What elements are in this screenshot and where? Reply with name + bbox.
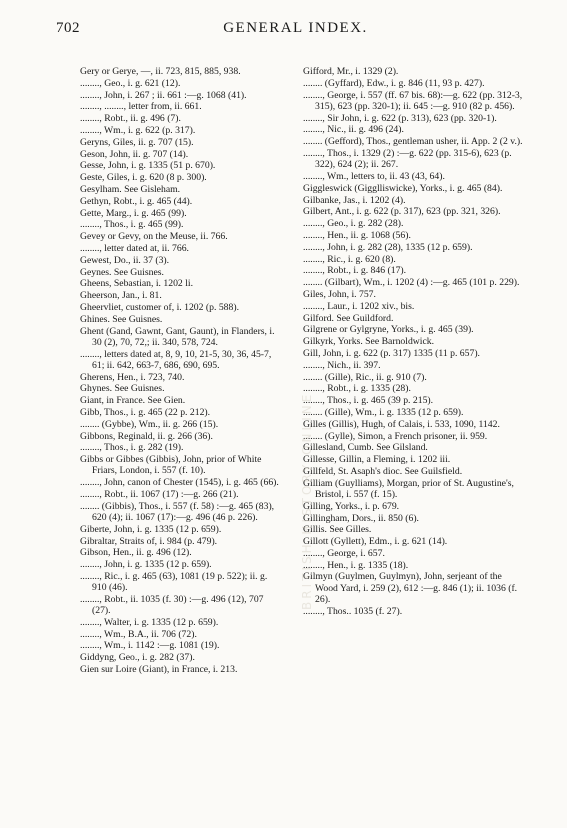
index-entry: ........, Wm., i. g. 622 (p. 317). <box>80 124 196 136</box>
index-entry: Gewest, Do., ii. 37 (3). <box>80 254 170 266</box>
index-entry: Gheerson, Jan., i. 81. <box>80 290 162 302</box>
index-entry: ........ (Gilbart), Wm., i. 1202 (4) :—g. 465 (101 p. 229). <box>303 277 520 289</box>
index-entry: Gibson, Hen., ii. g. 496 (12). <box>80 547 192 559</box>
index-entry: Ghines. See Guisnes. <box>80 313 163 325</box>
index-entry: ........ (Gille), Ric., ii. g. 910 (7). <box>303 371 427 383</box>
index-entry: Gilling, Yorks., i. p. 679. <box>303 500 400 512</box>
index-entry: ........, Wm., B.A., ii. 706 (72). <box>80 628 197 640</box>
index-entry: Geynes. See Guisnes. <box>80 266 164 278</box>
index-entry: Gilbert, Ant., i. g. 622 (p. 317), 623 (pp. 321, 326). <box>303 206 501 218</box>
index-entry: ........, Thos., i. g. 465 (99). <box>80 219 184 231</box>
index-entry: ........, Nic., ii. g. 496 (24). <box>303 124 404 136</box>
index-entry: Ghynes. See Guisnes. <box>80 383 165 395</box>
index-entry: Gilbanke, Jas., i. 1202 (4). <box>303 194 406 206</box>
index-entry: Gibb, Thos., i. g. 465 (22 p. 212). <box>80 406 211 418</box>
index-entry: ........, Geo., i. g. 282 (28). <box>303 218 404 230</box>
index-entry: Gilkyrk, Yorks. See Barnoldwick. <box>303 336 435 348</box>
index-entry: Geson, John, ii. g. 707 (14). <box>80 148 189 160</box>
index-entry: Gherens, Hen., i. 723, 740. <box>80 371 185 383</box>
index-entry: Gien sur Loire (Giant), in France, i. 213. <box>80 664 238 676</box>
index-entry: Gillesland, Cumb. See Gilsland. <box>303 442 428 454</box>
index-entry: Gillfeld, St. Asaph's dioc. See Guilsfield. <box>303 465 463 477</box>
index-entry: ........, Sir John, i. g. 622 (p. 313), 623 (pp. 320-1). <box>303 112 497 124</box>
watermark-text: BRITISH HISTORY ONLINE <box>300 391 314 610</box>
index-entry: ........, Robt., ii. 1067 (17) :—g. 266 (21). <box>80 488 239 500</box>
index-entry: Gifford, Mr., i. 1329 (2). <box>303 66 399 77</box>
index-entry: ........, Hen., ii. g. 1068 (56). <box>303 229 411 241</box>
index-entry: Gillis. See Gilles. <box>303 524 372 536</box>
index-entry: ........, letter dated at, ii. 766. <box>80 242 189 254</box>
index-entry: ........, Thos., i. g. 465 (39 p. 215). <box>303 395 434 407</box>
index-entry: ........ (Gylle), Simon, a French prisoner, ii. 959. <box>303 430 488 442</box>
index-entry: ........, John, canon of Chester (1545), i. g. 465 (66). <box>80 477 279 489</box>
index-entry: ........, Geo., i. g. 621 (12). <box>80 77 181 89</box>
page-title: GENERAL INDEX. <box>223 20 368 36</box>
index-entry: Gethyn, Robt., i. g. 465 (44). <box>80 195 193 207</box>
index-entry: Giddyng, Geo., i. g. 282 (37). <box>80 652 195 664</box>
watermark-stamp <box>300 392 314 610</box>
index-entry: ........, John, i. 267 ; ii. 661 :—g. 1068 (41). <box>80 89 247 101</box>
index-entry: ........, Ric., i. g. 620 (8). <box>303 253 396 265</box>
index-entry: ........, George, i. 657. <box>303 547 385 559</box>
index-entry: ........ (Gefford), Thos., gentleman usher, ii. App. 2 (2 v.). <box>303 136 523 148</box>
index-entry: Gesylham. See Gisleham. <box>80 183 181 195</box>
index-entry: ........ (Gybbe), Wm., ii. g. 266 (15). <box>80 418 219 430</box>
index-entry: Gette, Marg., i. g. 465 (99). <box>80 207 187 219</box>
page-header <box>56 20 535 42</box>
index-entry: Giberte, John, i. g. 1335 (12 p. 659). <box>80 523 222 535</box>
index-entry: ........ (Gille), Wm., i. g. 1335 (12 p. 659). <box>303 406 464 418</box>
index-entry: Geryns, Giles, ii. g. 707 (15). <box>80 136 194 148</box>
index-entry: Gillingham, Dors., ii. 850 (6). <box>303 512 419 524</box>
index-entry: Gill, John, i. g. 622 (p. 317) 1335 (11 p. 657). <box>303 347 480 359</box>
index-entry: ........, Wm., i. 1142 :—g. 1081 (19). <box>80 640 220 652</box>
index-entry: ........, ........, letter from, ii. 661. <box>80 101 202 113</box>
index-entry: ........, Hen., i. g. 1335 (18). <box>303 559 409 571</box>
index-entry: Gilford. See Guildford. <box>303 312 394 324</box>
index-entry: ........, Thos.. 1035 (f. 27). <box>303 605 403 617</box>
index-entry: ........, Ric., i. g. 465 (63), 1081 (19 p. 522); ii. g. 910 (46). <box>80 570 268 594</box>
index-entry: ........, Thos., i. 1329 (2) :—g. 622 (pp. 315-6), 623 (p. 322), 624 (2); ii. 267. <box>303 147 512 171</box>
index-entry: Ghent (Gand, Gawnt, Gant, Gaunt), in Flanders, i. 30 (2), 70, 72,; ii. 340, 578, 724. <box>80 325 275 348</box>
index-entry: Gilliam (Guylliams), Morgan, prior of St. Augustine's, Bristol, i. 557 (f. 15). <box>303 477 514 500</box>
index-entry: Gibbons, Reginald, ii. g. 266 (36). <box>80 430 213 442</box>
index-entry: ........, Robt., i. g. 1335 (28). <box>303 383 411 395</box>
index-entry: ........, Nich., ii. 397. <box>303 359 381 371</box>
index-entry: ........, John, i. g. 282 (28), 1335 (12 p. 659). <box>303 241 473 253</box>
index-column-right <box>303 66 525 617</box>
index-entry: ........, letters dated at, 8, 9, 10, 21-5, 30, 36, 45-7, 61; ii. 642, 663-7, 686, 690, 695. <box>80 348 272 371</box>
index-entry: ........ (Gyffard), Edw., i. g. 846 (11, 93 p. 427). <box>303 77 485 89</box>
index-entry: ........, Walter, i. g. 1335 (12 p. 659). <box>80 616 219 628</box>
index-entry: Gibraltar, Straits of, i. 984 (p. 479). <box>80 535 218 547</box>
index-entry: Giggleswick (Gigglliswicke), Yorks., i. g. 465 (84). <box>303 182 503 194</box>
index-entry: ........, George, i. 557 (ff. 67 bis. 68):—g. 622 (pp. 312-3, 315), 623 (pp. 320-1); ii. 645 :—g. 910 (82 p. 456). <box>303 89 523 112</box>
index-entry: ........, Wm., letters to, ii. 43 (43, 64). <box>303 170 445 182</box>
index-column-left <box>80 66 280 676</box>
index-entry: Gevey or Gevy, on the Meuse, ii. 766. <box>80 231 228 243</box>
index-entry: Gilgrene or Gylgryne, Yorks., i. g. 465 (39). <box>303 324 474 336</box>
index-entry: Gillesse, Gillin, a Fleming, i. 1202 iii. <box>303 454 451 466</box>
index-entry: Giant, in France. See Gien. <box>80 395 186 407</box>
index-entry: ........, Laur., i. 1202 xiv., bis. <box>303 300 415 312</box>
index-entry: Gibbs or Gibbes (Gibbis), John, prior of White Friars, London, i. 557 (f. 10). <box>80 454 262 477</box>
index-entry: ........, Robt., i. g. 846 (17). <box>303 265 407 277</box>
index-entry: Gilles (Gillis), Hugh, of Calais, i. 533, 1090, 1142. <box>303 418 500 430</box>
index-entry: ........ (Gibbis), Thos., i. 557 (f. 58) :—g. 465 (83), 620 (4); ii. 1067 (17):—g. 496 (46 p. 226). <box>80 500 275 523</box>
index-entry: Gheervliet, customer of, i. 1202 (p. 588). <box>80 301 239 313</box>
index-entry: Gesse, John, i. g. 1335 (51 p. 670). <box>80 160 216 172</box>
index-entry: Giles, John, i. 757. <box>303 288 376 300</box>
index-entry: ........, Thos., i. g. 282 (19). <box>80 442 184 454</box>
index-entry: Gilmyn (Guylmen, Guylmyn), John, serjeant of the Wood Yard, i. 259 (2), 612 :—g. 846 (1); ii. 1036 (f. 26). <box>303 571 518 605</box>
index-entry: ........, Robt., ii. g. 496 (7). <box>80 113 181 125</box>
index-entry: ........, John, i. g. 1335 (12 p. 659). <box>80 559 212 571</box>
index-entry: Gery or Gerye, —, ii. 723, 815, 885, 938. <box>80 66 241 77</box>
index-entry: ........, Robt., ii. 1035 (f. 30) :—g. 496 (12), 707 (27). <box>80 593 264 617</box>
index-entry: Gillott (Gyllett), Edm., i. g. 621 (14). <box>303 536 448 548</box>
index-entry: Geste, Giles, i. g. 620 (8 p. 300). <box>80 172 207 184</box>
index-entry: Gheens, Sebastian, i. 1202 li. <box>80 278 194 290</box>
page-number: 702 <box>56 20 80 36</box>
